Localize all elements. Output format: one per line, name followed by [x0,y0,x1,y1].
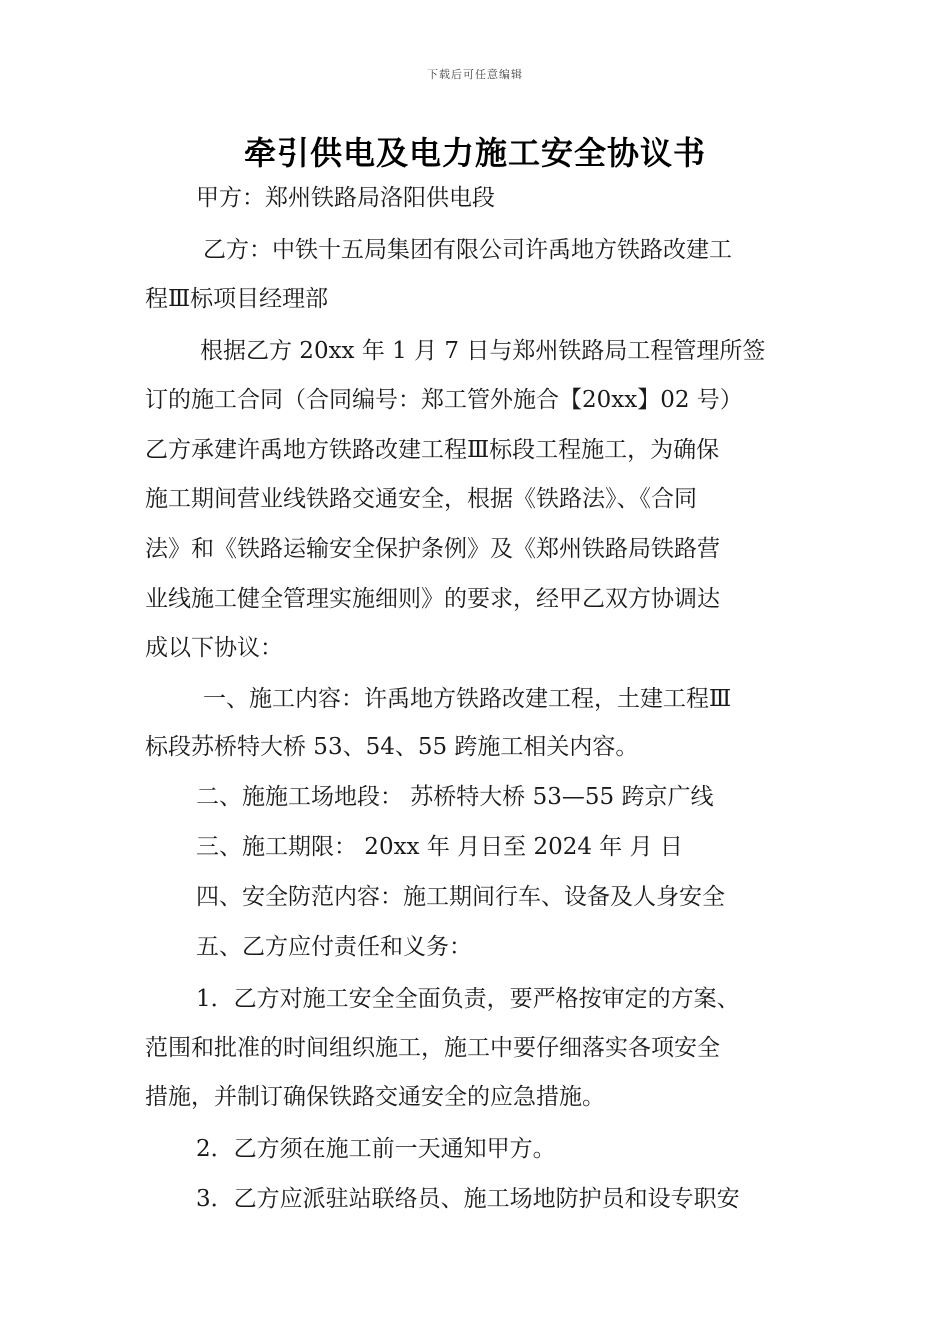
clause-5: 五、乙方应付责任和义务： [196,934,472,960]
preamble-line-1: 根据乙方 20xx 年 1 月 7 日与郑州铁路局工程管理所签 [200,338,766,364]
header-note: 下载后可任意编辑 [427,68,523,81]
clause-2: 二、施施工场地段： 苏桥特大桥 53—55 跨京广线 [196,784,714,810]
party-a: 甲方：郑州铁路局洛阳供电段 [196,185,495,211]
item-1-line-1: 1．乙方对施工安全全面负责，要严格按审定的方案、 [196,986,740,1012]
preamble-line-4: 施工期间营业线铁路交通安全，根据《铁路法》、《合同 [145,486,697,512]
preamble-line-2: 订的施工合同（合同编号：郑工管外施合【20xx】02 号） [145,387,743,413]
clause-3: 三、施工期限： 20xx 年 月日至 2024 年 月 日 [196,834,683,860]
clause-1-line-2: 标段苏桥特大桥 53、54、55 跨施工相关内容。 [145,734,639,760]
item-3-line-1: 3．乙方应派驻站联络员、施工场地防护员和设专职安 [196,1186,740,1212]
preamble-line-3: 乙方承建许禹地方铁路改建工程Ⅲ标段工程施工，为确保 [145,437,720,463]
preamble-line-6: 业线施工健全管理实施细则》的要求，经甲乙双方协调达 [145,586,720,612]
preamble-line-5: 法》和《铁路运输安全保护条例》及《郑州铁路局铁路营 [145,536,720,562]
item-1-line-2: 范围和批准的时间组织施工，施工中要仔细落实各项安全 [145,1035,720,1061]
item-1-line-3: 措施，并制订确保铁路交通安全的应急措施。 [145,1084,605,1110]
clause-4: 四、安全防范内容：施工期间行车、设备及人身安全 [196,884,725,910]
preamble-line-7: 成以下协议： [145,635,283,661]
item-2: 2．乙方须在施工前一天通知甲方。 [196,1136,556,1162]
document-title: 牵引供电及电力施工安全协议书 [243,134,706,172]
party-b-line-1: 乙方：中铁十五局集团有限公司许禹地方铁路改建工 [203,237,732,263]
party-b-line-2: 程Ⅲ标项目经理部 [145,286,329,312]
clause-1-line-1: 一、施工内容：许禹地方铁路改建工程，土建工程Ⅲ [203,686,732,712]
